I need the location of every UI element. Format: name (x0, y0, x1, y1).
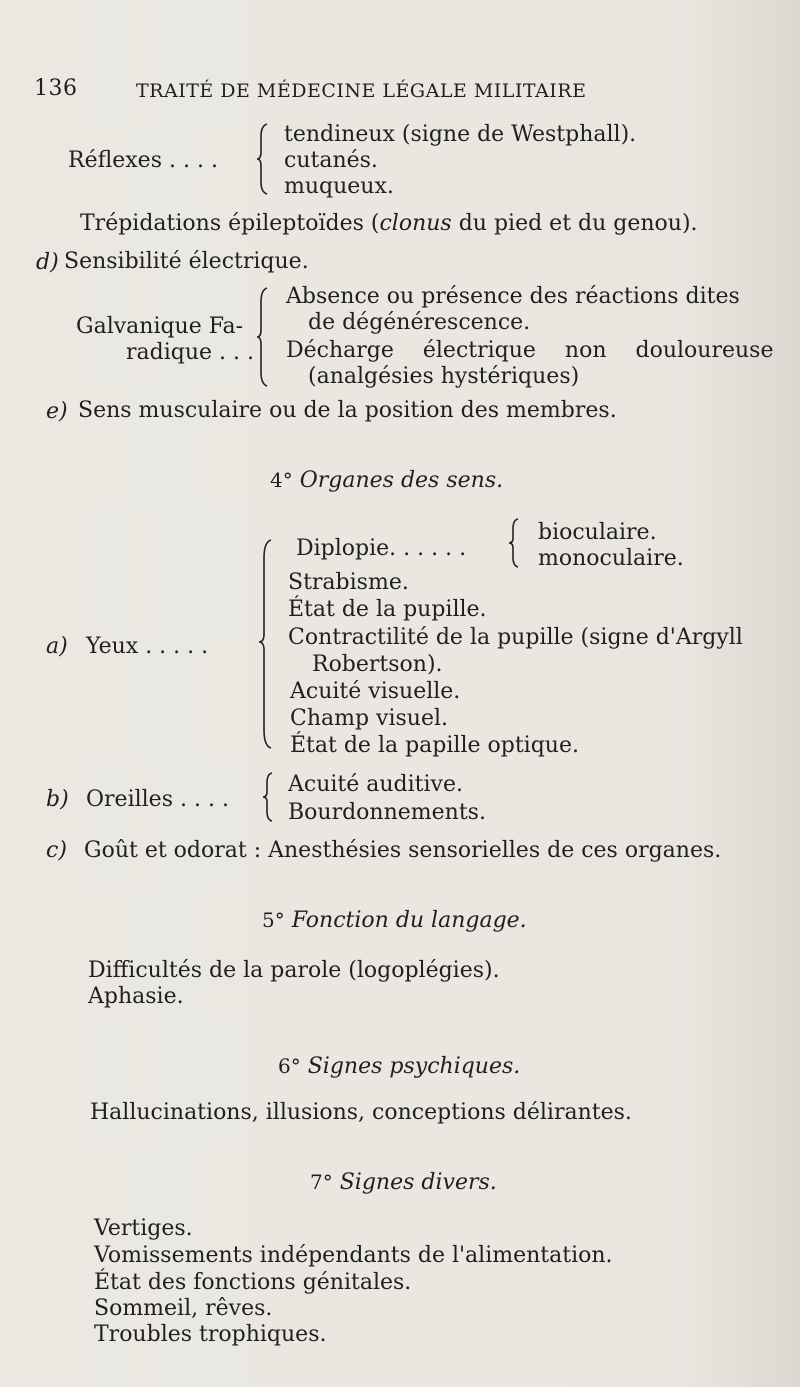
diplopie-item: monoculaire. (538, 546, 684, 571)
yeux-brace (258, 538, 274, 750)
page-number: 136 (34, 76, 78, 101)
yeux-label: Yeux . . . . . (86, 634, 209, 659)
yeux-item: Contractilité de la pupille (signe d'Argyll (288, 625, 743, 650)
item-letter-e: e) (46, 399, 68, 424)
item-letter-a: a) (46, 634, 68, 659)
sensibilite-electrique: Sensibilité électrique. (64, 249, 309, 274)
item-letter-c: c) (46, 838, 67, 863)
reflexes-item: cutanés. (284, 148, 378, 173)
galvanique-line: de dégénérescence. (308, 310, 531, 335)
section-4-heading: 4° Organes des sens. (270, 468, 504, 493)
langage-item: Aphasie. (88, 984, 184, 1009)
reflexes-label: Réflexes . . . . (68, 148, 218, 173)
oreilles-item: Bourdonnements. (288, 800, 486, 825)
galvanique-line: Décharge électrique non douloureuse (286, 338, 774, 363)
galvanique-label-2: radique . . . (126, 340, 254, 365)
yeux-item: État de la papille optique. (290, 733, 579, 758)
oreilles-item: Acuité auditive. (288, 772, 463, 797)
item-letter-d: d) (36, 250, 59, 275)
section-6-heading: 6° Signes psychiques. (278, 1054, 521, 1079)
gout-odorat: Goût et odorat : Anesthésies sensorielles de ces organes. (84, 838, 722, 863)
yeux-item: Champ visuel. (290, 706, 449, 731)
section-5-heading: 5° Fonction du langage. (262, 908, 527, 933)
yeux-item: Acuité visuelle. (290, 679, 461, 704)
diplopie-brace (508, 517, 520, 569)
galvanique-line: (analgésies hystériques) (308, 364, 580, 389)
divers-item: Sommeil, rêves. (94, 1296, 273, 1321)
yeux-item: Strabisme. (288, 570, 409, 595)
galvanique-line: Absence ou présence des réactions dites (286, 284, 740, 309)
section-7-heading: 7° Signes divers. (310, 1170, 497, 1195)
galvanique-brace (256, 286, 270, 388)
running-title: TRAITÉ DE MÉDECINE LÉGALE MILITAIRE (136, 80, 587, 102)
yeux-item: État de la pupille. (288, 597, 487, 622)
divers-item: Troubles trophiques. (94, 1322, 327, 1347)
divers-item: État des fonctions génitales. (94, 1270, 412, 1295)
trepidations-line: Trépidations épileptoïdes (clonus du pied et du genou). (80, 211, 698, 236)
oreilles-brace (262, 771, 274, 823)
oreilles-label: Oreilles . . . . (86, 787, 229, 812)
diplopie: Diplopie. . . . . . (296, 536, 467, 561)
galvanique-label-1: Galvanique Fa- (76, 314, 244, 339)
divers-item: Vertiges. (94, 1216, 193, 1241)
psychiques-item: Hallucinations, illusions, conceptions délirantes. (90, 1100, 632, 1125)
reflexes-item: tendineux (signe de Westphall). (284, 122, 637, 147)
reflexes-item: muqueux. (284, 174, 394, 199)
item-letter-b: b) (46, 787, 69, 812)
divers-item: Vomissements indépendants de l'alimentation. (94, 1243, 613, 1268)
diplopie-item: bioculaire. (538, 520, 657, 545)
yeux-item: Robertson). (312, 652, 443, 677)
langage-item: Difficultés de la parole (logoplégies). (88, 958, 500, 983)
reflexes-brace (256, 122, 270, 196)
sens-musculaire: Sens musculaire ou de la position des membres. (78, 398, 617, 423)
